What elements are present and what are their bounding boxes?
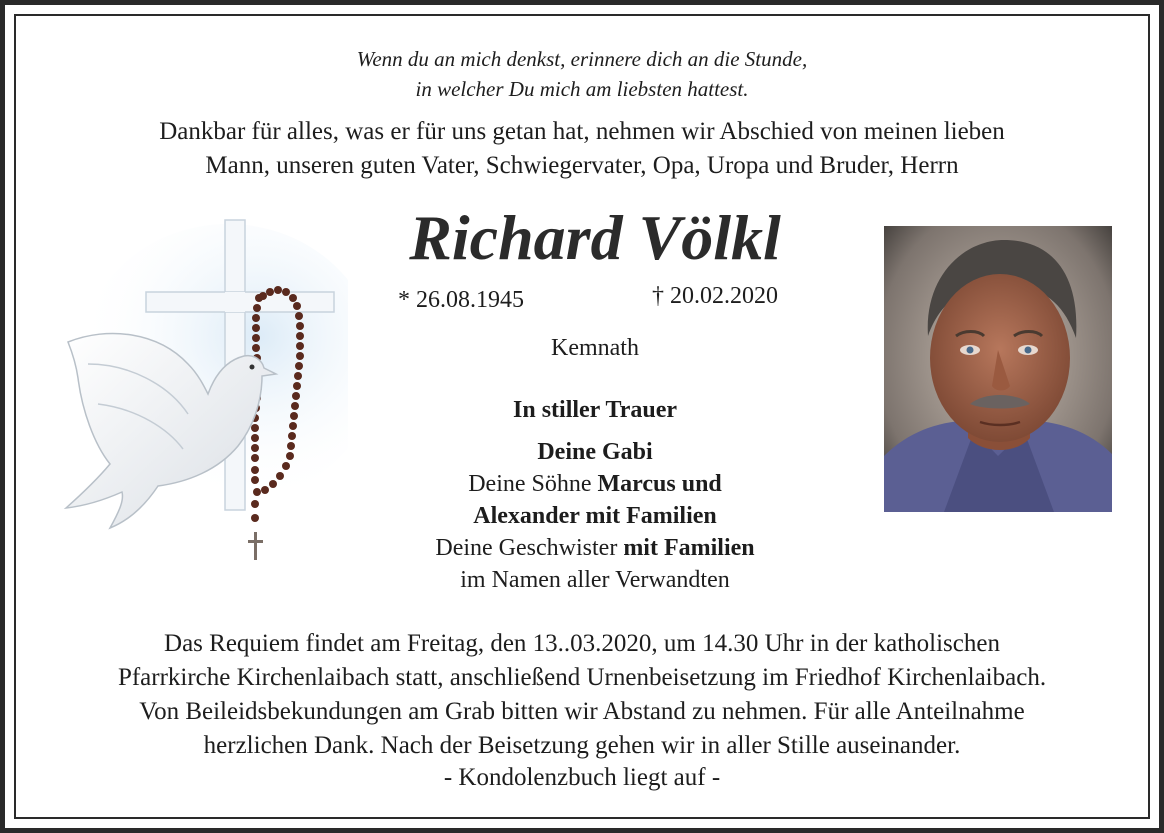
mourner-sons [370,468,820,500]
mourner-siblings-prefix: Deine Geschwister [435,535,624,561]
mourners-heading: In stiller Trauer [513,397,677,423]
motto-line-1: Wenn du an mich denkst, erinnere dich an die Stunde, [356,47,808,71]
intro-line-1: Dankbar für alles, was er für uns getan hat, nehmen wir Abschied von meinen lieben [159,118,1005,145]
portrait-photo [884,226,1112,512]
mourner-relatives: im Namen aller Verwandten [460,567,730,593]
mourner-siblings [370,532,820,564]
hometown: Kemnath [551,335,639,361]
dove-cross-rosary-icon [48,214,348,574]
mourners-block [370,394,820,596]
deceased-name: Richard Völkl [409,202,781,273]
notice-line-2: Pfarrkirche Kirchenlaibach statt, anschließend Urnenbeisetzung im Friedhof Kirchenlaibach. [117,664,1047,691]
mourner-siblings-families: mit Familien [623,535,755,561]
death-date: † 20.02.2020 [652,283,778,309]
motto-line-2: in welcher Du mich am liebsten hattest. [415,77,749,101]
mourner-gabi: Deine Gabi [537,439,653,465]
notice-line-4: herzlichen Dank. Nach der Beisetzung gehen wir in aller Stille auseinander. [203,732,961,759]
birth-date: * 26.08.1945 [398,287,524,313]
mourner-sons-prefix: Deine Söhne [468,471,598,497]
notice-line-1: Das Requiem findet am Freitag, den 13..03.2020, um 14.30 Uhr in der katholischen [164,630,1000,657]
notice-line-3: Von Beileidsbekundungen am Grab bitten wir Abstand zu nehmen. Für alle Anteilnahme [139,698,1025,725]
mourner-sons-families: Alexander mit Familien [473,503,717,529]
intro-line-2: Mann, unseren guten Vater, Schwiegervater, Opa, Uropa und Bruder, Herrn [205,152,959,179]
notice-line-5: - Kondolenzbuch liegt auf - [443,764,721,791]
mourner-sons-names: Marcus und [597,471,722,497]
